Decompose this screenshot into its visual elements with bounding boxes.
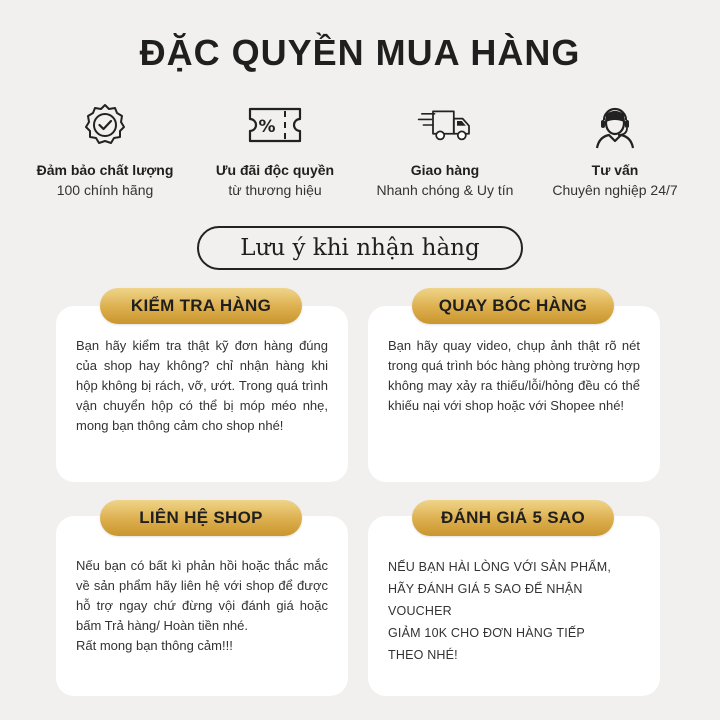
feature-title: Giao hàng [410,162,480,178]
svg-text:%: % [258,117,276,137]
unboxing-video-card [368,306,660,482]
receiving-notice-label: Lưu ý khi nhận hàng [197,226,523,270]
feature-delivery [360,100,530,200]
feature-title: Ưu đãi độc quyền [215,162,335,178]
quality-badge-icon [77,100,133,150]
feature-consulting [530,100,700,200]
card-text [56,516,348,656]
delivery-truck-icon [417,100,473,150]
card-text-line: Rất mong bạn thông cảm!!! [76,638,233,653]
card-text: Bạn hãy kiểm tra thật kỹ đơn hàng đúng của shop hay không? chỉ nhận hàng khi hộp không bị rách, vỡ, ướt. Trong quá trình vận chuyển hộp có thể bị móp méo nhẹ, mong bạn thông cảm cho shop nhé! [76,338,328,433]
rate-five-stars-heading: ĐÁNH GIÁ 5 SAO [412,500,614,536]
feature-quality [20,100,190,200]
contact-shop-heading: LIÊN HỆ SHOP [100,500,302,536]
card-text-line: VOUCHER [388,604,452,618]
check-goods-heading: KIỂM TRA HÀNG [100,288,302,324]
unboxing-video-heading: QUAY BÓC HÀNG [412,288,614,324]
card-text [368,516,660,666]
check-goods-card [56,306,348,482]
rate-five-stars-card [368,516,660,696]
contact-shop-card [56,516,348,696]
feature-title: Đảm bảo chất lượng [36,162,174,178]
card-text-line: THEO NHÉ! [388,648,458,662]
support-agent-icon [587,100,643,150]
feature-exclusive-offer [190,100,360,200]
card-text-line: NẾU BẠN HÀI LÒNG VỚI SẢN PHẨM, [388,560,612,574]
card-text-line: Nếu bạn có bất kì phản hồi hoặc thắc mắc về sản phẩm hãy liên hệ với shop để được hỗ trợ ngay chứ đừng vội đánh giá hoặc bấm Trả hàng/ Hoàn tiền nhé. [76,558,328,633]
features-row [20,100,700,200]
card-text-line: GIẢM 10K CHO ĐƠN HÀNG TIẾP [388,626,585,640]
feature-subtitle: 100 chính hãng [56,182,154,198]
card-text: Bạn hãy quay video, chụp ảnh thật rõ nét trong quá trình bóc hàng phòng trường hợp không may xảy ra thiếu/lỗi/hỏng đều có thể khiếu nại với shop hoặc với Shopee nhé! [388,338,640,413]
feature-subtitle: từ thương hiệu [228,182,322,198]
discount-ticket-icon [247,100,303,150]
feature-subtitle: Nhanh chóng & Uy tín [376,182,514,198]
feature-title: Tư vấn [591,162,639,178]
feature-subtitle: Chuyên nghiệp 24/7 [552,182,678,198]
page-title: ĐẶC QUYỀN MUA HÀNG [139,32,581,73]
card-text-line: HÃY ĐÁNH GIÁ 5 SAO ĐỂ NHẬN [388,582,583,596]
